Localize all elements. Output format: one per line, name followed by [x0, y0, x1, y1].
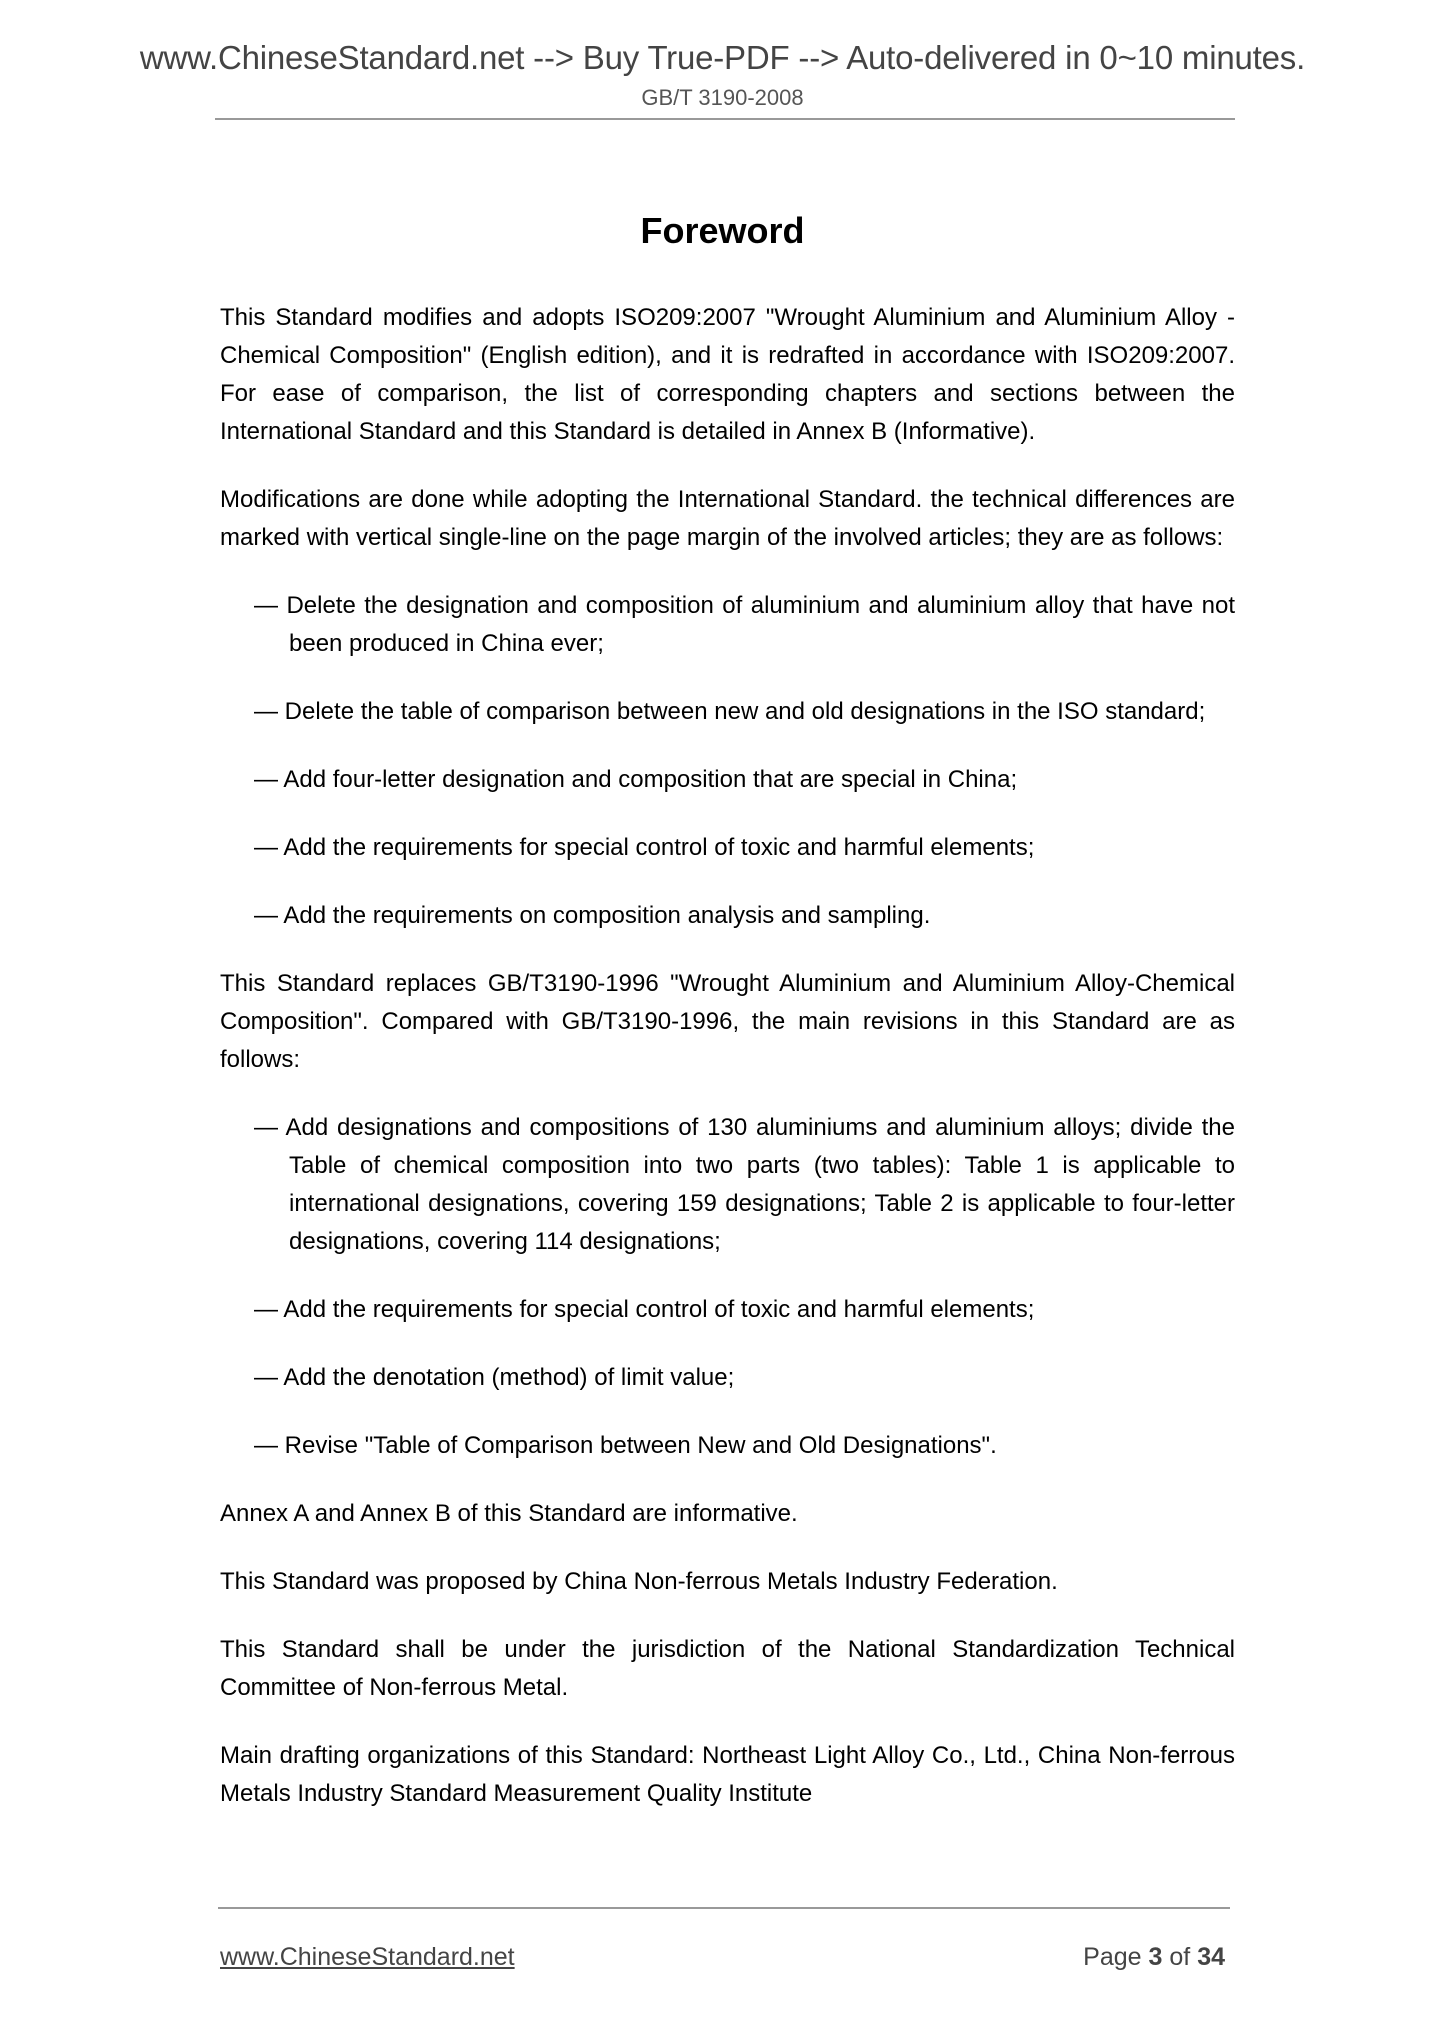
paragraph: This Standard was proposed by China Non-ferrous Metals Industry Federation.	[220, 1568, 1058, 1595]
paragraph: Annex A and Annex B of this Standard are informative.	[220, 1500, 798, 1527]
paragraph: This Standard shall be under the jurisdiction of the National Standardization Technical Committee of Non-ferrous Metal.	[220, 1636, 1235, 1701]
paragraph: Main drafting organizations of this Standard: Northeast Light Alloy Co., Ltd., China Non-ferrous Metals Industry Standard Measurement Quality Institute	[220, 1742, 1235, 1807]
list-item: — Delete the table of comparison between new and old designations in the ISO standard;	[254, 698, 1206, 725]
list-item: — Add the requirements on composition analysis and sampling.	[254, 902, 931, 929]
list-item: — Add four-letter designation and composition that are special in China;	[254, 766, 1018, 793]
paragraph: Modifications are done while adopting the International Standard. the technical differences are marked with vertical single-line on the page margin of the involved articles; they are as follows:	[220, 486, 1235, 551]
document-body	[220, 299, 1235, 1843]
page-total: 34	[1197, 1943, 1225, 1971]
footer-website-link[interactable]: www.ChineseStandard.net	[220, 1943, 515, 1971]
page-number	[1083, 1943, 1225, 1972]
page-title: Foreword	[640, 210, 805, 251]
list-item: — Add the requirements for special control of toxic and harmful elements;	[254, 834, 1035, 861]
footer-divider	[218, 1907, 1230, 1909]
list-item: — Add designations and compositions of 130 aluminiums and aluminium alloys; divide the Table of chemical composition into two parts (two tables): Table 1 is applicable to international designations, covering 159 designations; Table 2 is applicable to four-letter designations, covering 114 designations;	[254, 1114, 1235, 1255]
list-item: — Add the requirements for special control of toxic and harmful elements;	[254, 1296, 1035, 1323]
header-divider	[215, 118, 1235, 120]
paragraph: This Standard replaces GB/T3190-1996 "Wrought Aluminium and Aluminium Alloy-Chemical Composition". Compared with GB/T3190-1996, the main revisions in this Standard are as follows:	[220, 970, 1235, 1073]
list-item: — Delete the designation and composition of aluminium and aluminium alloy that have not been produced in China ever;	[254, 592, 1235, 657]
page-prefix: Page	[1083, 1943, 1142, 1971]
standard-code: GB/T 3190-2008	[641, 85, 804, 110]
page-of: of	[1169, 1943, 1191, 1971]
header-banner: www.ChineseStandard.net --> Buy True-PDF --> Auto-delivered in 0~10 minutes.	[139, 39, 1306, 76]
page-current: 3	[1148, 1943, 1163, 1971]
list-item: — Revise "Table of Comparison between New and Old Designations".	[254, 1432, 997, 1459]
list-item: — Add the denotation (method) of limit value;	[254, 1364, 735, 1391]
paragraph: This Standard modifies and adopts ISO209:2007 "Wrought Aluminium and Aluminium Alloy - Chemical Composition" (English edition), and it is redrafted in accordance with ISO209:2007. For ease of comparison, the list of corresponding chapters and sections between the International Standard and this Standard is detailed in Annex B (Informative).	[220, 304, 1235, 445]
